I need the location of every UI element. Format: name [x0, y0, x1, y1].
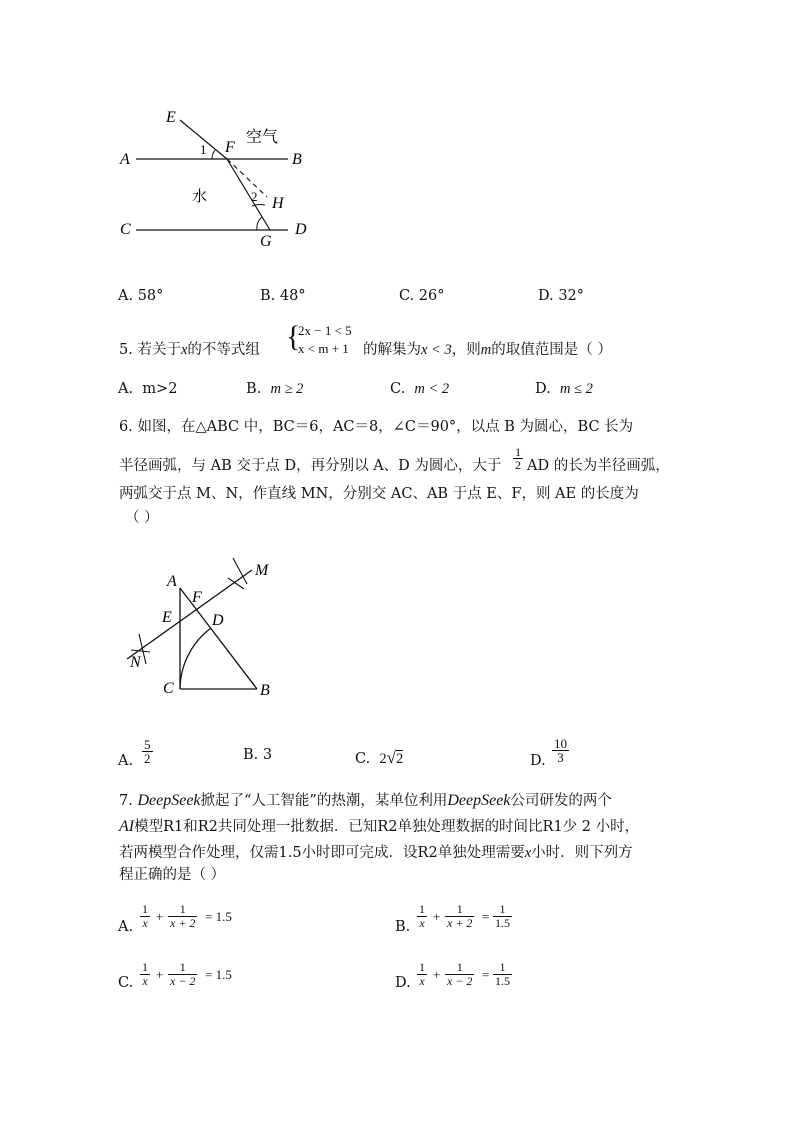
q7-line-4: 程正确的是（ ）	[119, 867, 226, 883]
q7-option-b-frac-2: $\frac{1}{x + 2}$	[447, 902, 473, 930]
q7-option-b-rhs: $\frac{1}{1.5}$	[495, 902, 510, 930]
q6-option-d-letter: D.	[530, 753, 546, 769]
q7-option-c-letter: C.	[118, 975, 134, 991]
angle-g-arc	[257, 217, 262, 230]
q4-option-d: D. 32°	[538, 288, 585, 304]
refraction-figure	[0, 0, 794, 260]
q6-option-c: C. 2√2	[355, 748, 404, 767]
triangle-figure	[0, 540, 794, 710]
q5-option-a: A. m>2	[118, 381, 178, 397]
label-water: 水	[192, 189, 208, 205]
label-B: B	[260, 682, 270, 699]
label-2: 2	[251, 189, 258, 204]
line-mn	[127, 570, 252, 659]
arc-m-1	[228, 578, 244, 589]
q7-option-d-frac-2: $\frac{1}{x - 2}$	[447, 960, 473, 988]
angle-2-arc	[252, 205, 265, 206]
q5-option-d: D. m ≤ 2	[535, 381, 593, 397]
q7-option-c-rhs: = 1.5	[205, 967, 232, 982]
label-C: C	[120, 221, 131, 238]
q7-option-a-rhs: = 1.5	[205, 909, 232, 924]
label-A: A	[120, 151, 130, 168]
q7-option-c-plus: +	[156, 967, 164, 982]
q7-option-a-frac-1: $\frac{1}{x}$	[142, 902, 148, 930]
label-N: N	[130, 654, 141, 671]
q6-half-fraction: $\frac{1}{2}$	[515, 445, 521, 472]
q7-option-c-frac-1: $\frac{1}{x}$	[142, 960, 148, 988]
q4-option-b: B. 48°	[260, 288, 306, 304]
q7-option-b-frac-1: $\frac{1}{x}$	[419, 902, 425, 930]
q6-option-b: B. 3	[243, 747, 273, 763]
q5-option-c: C. m < 2	[390, 381, 450, 397]
q7-option-d-frac-1: $\frac{1}{x}$	[419, 960, 425, 988]
q5-ineq-2: x < m + 1	[298, 341, 349, 356]
label-D: D	[295, 221, 307, 238]
label-G: G	[260, 233, 272, 250]
arc-n-1	[131, 650, 150, 652]
label-A: A	[167, 573, 177, 590]
label-D: D	[212, 612, 224, 629]
q5-system-brace: {	[286, 320, 301, 353]
label-1: 1	[200, 142, 207, 157]
q4-option-a: A. 58°	[118, 288, 164, 304]
q7-option-a-frac-2: $\frac{1}{x + 2}$	[170, 902, 196, 930]
label-B: B	[292, 151, 302, 168]
q6-option-a-fraction: $\frac{5}{2}$	[144, 737, 151, 766]
q5-option-b: B. m ≥ 2	[246, 381, 304, 397]
q7-option-d-letter: D.	[395, 975, 411, 991]
label-F: F	[192, 589, 202, 606]
q6-line-2-pre: 半径画弧，与 AB 交于点 D，再分别以 A、D 为圆心，大于	[119, 458, 502, 474]
q7-line-2: AI模型R1和R2共同处理一批数据．已知R2单独处理数据的时间比R1少 2 小时，	[119, 818, 640, 835]
q7-option-d-eq: =	[482, 967, 490, 982]
q6-option-a-letter: A.	[118, 753, 134, 769]
q5-ineq-1: 2x − 1 < 5	[298, 323, 352, 338]
q7-option-b-plus: +	[433, 909, 441, 924]
q6-line-3: 两弧交于点 M、N，作直线 MN，分别交 AC、AB 于点 E、F，则 AE 的长度为	[119, 486, 639, 502]
label-M: M	[255, 562, 269, 579]
q6-line-1: 6. 如图，在△ABC 中，BC＝6，AC＝8，∠C＝90°，以点 B 为圆心，BC 长为	[119, 419, 634, 435]
ray-fg	[227, 159, 270, 230]
label-E: E	[162, 609, 172, 626]
label-air: 空气	[246, 129, 279, 146]
arc-m-2	[233, 558, 247, 584]
label-C: C	[163, 680, 174, 697]
q7-option-b-letter: B.	[395, 919, 411, 935]
q7-option-d-rhs: $\frac{1}{1.5}$	[495, 960, 510, 988]
label-H: H	[272, 195, 284, 212]
arc-cd	[180, 628, 211, 689]
q5-stem-pre: 5. 若关于x的不等式组	[119, 342, 260, 358]
label-E: E	[166, 109, 176, 126]
q7-option-a-letter: A.	[118, 919, 134, 935]
angle-1-arc	[212, 150, 215, 159]
q7-option-d-plus: +	[433, 967, 441, 982]
q6-line-4: （ ）	[125, 510, 159, 526]
label-F: F	[225, 139, 235, 156]
q7-option-b-eq: =	[482, 909, 490, 924]
q7-line-1: 7. DeepSeek掀起了“人工智能”的热潮，某单位利用DeepSeek公司研发的两个	[119, 792, 612, 809]
q5-stem-post: 的解集为x < 3，则m的取值范围是（ ）	[363, 342, 612, 358]
q7-option-c-frac-2: $\frac{1}{x - 2}$	[170, 960, 196, 988]
q6-option-d-fraction: $\frac{10}{3}$	[554, 736, 567, 765]
q7-option-a-plus: +	[156, 909, 164, 924]
q4-option-c: C. 26°	[399, 288, 445, 304]
q6-line-2-post: AD 的长为半径画弧，	[527, 458, 670, 474]
q7-line-3: 若两模型合作处理，仅需1.5小时即可完成．设R2单独处理需要x小时．则下列方	[119, 845, 633, 861]
